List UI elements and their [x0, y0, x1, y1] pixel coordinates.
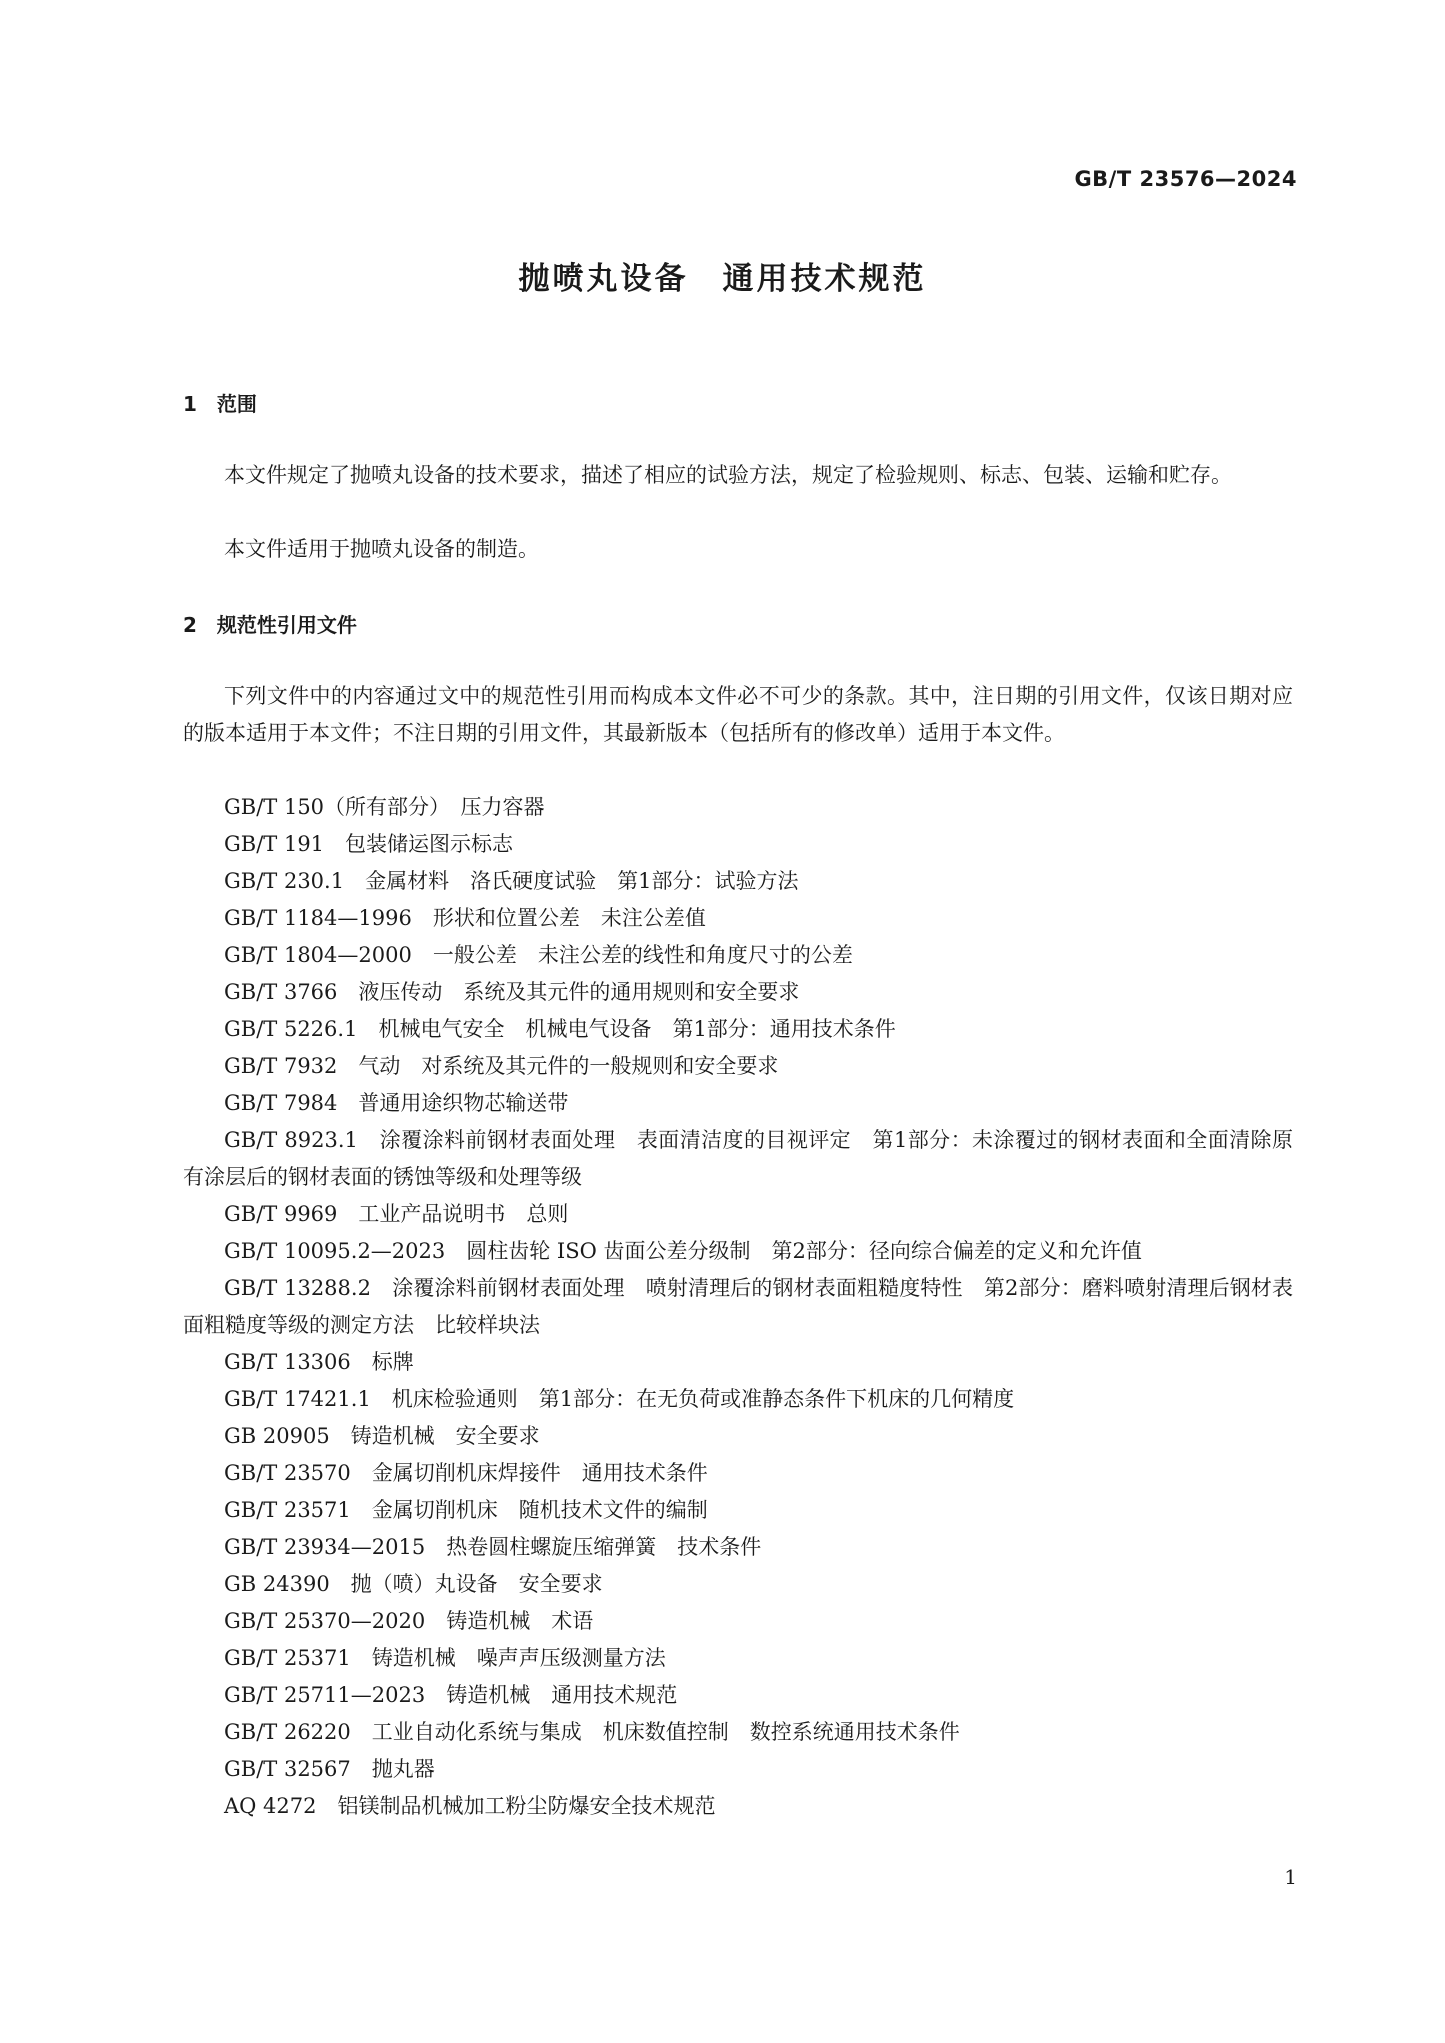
standard-code: GB/T 23576—2024: [1074, 167, 1297, 191]
reference-item: GB/T 3766 液压传动 系统及其元件的通用规则和安全要求: [224, 980, 800, 1004]
scope-paragraph: 本文件规定了抛喷丸设备的技术要求，描述了相应的试验方法，规定了检验规则、标志、包装、运输和贮存。: [224, 463, 1232, 487]
reference-item: AQ 4272 铝镁制品机械加工粉尘防爆安全技术规范: [224, 1794, 716, 1818]
reference-item: GB/T 9969 工业产品说明书 总则: [224, 1202, 569, 1226]
reference-item: GB/T 230.1 金属材料 洛氏硬度试验 第1部分：试验方法: [224, 869, 799, 893]
reference-item: GB/T 5226.1 机械电气安全 机械电气设备 第1部分：通用技术条件: [224, 1017, 896, 1041]
references-intro: 下列文件中的内容通过文中的规范性引用而构成本文件必不可少的条款。其中，注日期的引用文件，仅该日期对应的版本适用于本文件；不注日期的引用文件，其最新版本（包括所有的修改单）适用于本文件。: [183, 684, 1293, 745]
section-heading-scope: 1 范围: [183, 392, 257, 416]
page-number: 1: [1284, 1865, 1297, 1889]
reference-item: GB/T 25371 铸造机械 噪声声压级测量方法: [224, 1646, 666, 1670]
scope-paragraph: 本文件适用于抛喷丸设备的制造。: [224, 537, 539, 561]
reference-item: GB 20905 铸造机械 安全要求: [224, 1424, 540, 1448]
reference-item: GB/T 1804—2000 一般公差 未注公差的线性和角度尺寸的公差: [224, 943, 853, 967]
reference-item: GB/T 13288.2 涂覆涂料前钢材表面处理 喷射清理后的钢材表面粗糙度特性 第2部分：磨料喷射清理后钢材表面粗糙度等级的测定方法 比较样块法: [183, 1276, 1293, 1337]
reference-item: GB/T 1184—1996 形状和位置公差 未注公差值: [224, 906, 706, 930]
reference-item: GB/T 7984 普通用途织物芯输送带: [224, 1091, 569, 1115]
reference-item: GB/T 26220 工业自动化系统与集成 机床数值控制 数控系统通用技术条件: [224, 1720, 960, 1744]
reference-item: GB/T 7932 气动 对系统及其元件的一般规则和安全要求: [224, 1054, 779, 1078]
reference-item: GB/T 23934—2015 热卷圆柱螺旋压缩弹簧 技术条件: [224, 1535, 762, 1559]
reference-item: GB/T 150（所有部分） 压力容器: [224, 795, 545, 819]
reference-item: GB/T 13306 标牌: [224, 1350, 414, 1374]
reference-item: GB 24390 抛（喷）丸设备 安全要求: [224, 1572, 603, 1596]
reference-item: GB/T 23570 金属切削机床焊接件 通用技术条件: [224, 1461, 708, 1485]
reference-item: GB/T 32567 抛丸器: [224, 1757, 435, 1781]
reference-item: GB/T 23571 金属切削机床 随机技术文件的编制: [224, 1498, 708, 1522]
reference-item: GB/T 8923.1 涂覆涂料前钢材表面处理 表面清洁度的目视评定 第1部分：未涂覆过的钢材表面和全面清除原有涂层后的钢材表面的锈蚀等级和处理等级: [183, 1128, 1293, 1189]
reference-item: GB/T 17421.1 机床检验通则 第1部分：在无负荷或准静态条件下机床的几何精度: [224, 1387, 1015, 1411]
reference-item: GB/T 10095.2—2023 圆柱齿轮 ISO 齿面公差分级制 第2部分：径向综合偏差的定义和允许值: [224, 1239, 1142, 1263]
document-title: 抛喷丸设备 通用技术规范: [518, 261, 927, 297]
reference-list: [183, 789, 1293, 1825]
section-heading-normative-references: 2 规范性引用文件: [183, 613, 357, 637]
reference-item: GB/T 25370—2020 铸造机械 术语: [224, 1609, 594, 1633]
reference-item: GB/T 191 包装储运图示标志: [224, 832, 514, 856]
reference-item: GB/T 25711—2023 铸造机械 通用技术规范: [224, 1683, 678, 1707]
